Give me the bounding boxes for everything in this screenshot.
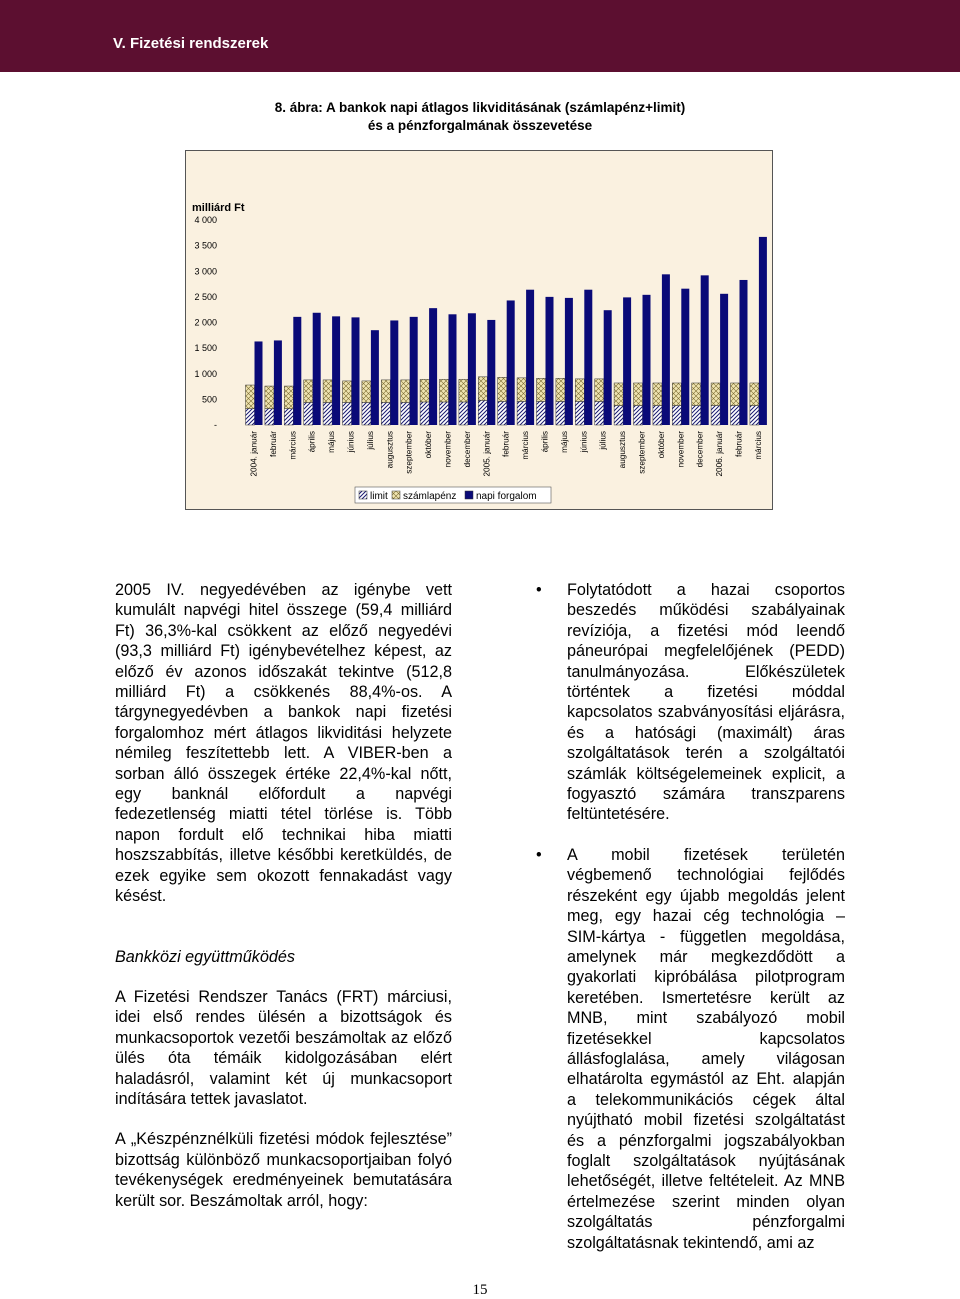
bar-szamlapenz bbox=[498, 377, 507, 401]
header-band bbox=[0, 0, 960, 72]
y-tick-label: 2 500 bbox=[194, 291, 217, 302]
bar-limit bbox=[575, 401, 584, 425]
legend-label: napi forgalom bbox=[476, 491, 537, 502]
bar-limit bbox=[517, 401, 526, 425]
bar-napi-forgalom bbox=[565, 298, 573, 425]
bar-napi-forgalom bbox=[293, 317, 301, 425]
bar-limit bbox=[381, 402, 390, 425]
y-tick-label: 4 000 bbox=[194, 215, 217, 225]
bar-napi-forgalom bbox=[274, 340, 282, 425]
bar-limit bbox=[750, 406, 759, 425]
bar-szamlapenz bbox=[246, 385, 255, 409]
bar-szamlapenz bbox=[634, 383, 643, 406]
bar-szamlapenz bbox=[284, 386, 293, 409]
bar-szamlapenz bbox=[692, 383, 701, 406]
y-tick-label: 1 500 bbox=[194, 343, 217, 354]
x-tick-label: szeptember bbox=[637, 431, 647, 474]
y-tick-label: - bbox=[214, 420, 217, 430]
bar-limit bbox=[711, 406, 720, 425]
chart-frame bbox=[185, 150, 773, 510]
bar-napi-forgalom bbox=[740, 280, 748, 425]
bar-napi-forgalom bbox=[701, 275, 709, 425]
bar-napi-forgalom bbox=[662, 274, 670, 425]
bar-napi-forgalom bbox=[468, 313, 476, 425]
bar-limit bbox=[323, 402, 332, 425]
bar-szamlapenz bbox=[575, 379, 584, 402]
bar-limit bbox=[265, 409, 274, 425]
bar-napi-forgalom bbox=[623, 297, 631, 425]
x-tick-label: december bbox=[462, 431, 472, 468]
y-tick-label: 1 000 bbox=[194, 368, 217, 379]
bar-limit bbox=[556, 401, 565, 425]
bar-napi-forgalom bbox=[390, 320, 398, 425]
bar-limit bbox=[362, 402, 371, 425]
x-tick-label: szeptember bbox=[404, 431, 414, 474]
bar-szamlapenz bbox=[750, 383, 759, 406]
bar-szamlapenz bbox=[362, 381, 371, 403]
bar-limit bbox=[284, 409, 293, 425]
bar-limit bbox=[401, 402, 410, 425]
bar-napi-forgalom bbox=[410, 317, 418, 425]
bullet-item-mobil-fizetesek bbox=[532, 845, 845, 1253]
legend-label: számlapénz bbox=[403, 491, 457, 502]
legend-swatch bbox=[465, 491, 473, 499]
bar-szamlapenz bbox=[595, 379, 604, 402]
bar-napi-forgalom bbox=[604, 310, 612, 425]
bar-limit bbox=[304, 402, 313, 425]
bar-szamlapenz bbox=[653, 383, 662, 406]
legend-swatch bbox=[359, 491, 367, 499]
figure-title-line1: 8. ábra: A bankok napi átlagos likviditásának (számlapénz+limit) bbox=[274, 100, 686, 115]
x-tick-label: november bbox=[443, 431, 453, 468]
bar-szamlapenz bbox=[731, 383, 740, 406]
y-tick-label: 3 500 bbox=[194, 240, 217, 251]
bar-limit bbox=[420, 402, 429, 425]
y-tick-label: 2 000 bbox=[194, 317, 217, 328]
x-tick-label: február bbox=[268, 431, 278, 457]
bar-szamlapenz bbox=[323, 380, 332, 403]
bar-napi-forgalom bbox=[546, 297, 554, 425]
x-tick-label: 2005. január bbox=[482, 431, 492, 477]
x-tick-label: 2006. január bbox=[715, 431, 725, 477]
bar-napi-forgalom bbox=[507, 300, 515, 425]
bar-limit bbox=[634, 406, 643, 425]
bar-szamlapenz bbox=[478, 377, 487, 401]
bar-napi-forgalom bbox=[352, 317, 360, 425]
bar-limit bbox=[672, 406, 681, 425]
bar-limit bbox=[692, 406, 701, 425]
x-tick-label: május bbox=[559, 431, 569, 453]
bar-napi-forgalom bbox=[643, 295, 651, 425]
bar-limit bbox=[478, 400, 487, 425]
bar-szamlapenz bbox=[711, 383, 720, 406]
bar-limit bbox=[246, 409, 255, 425]
bar-napi-forgalom bbox=[429, 308, 437, 425]
bar-limit bbox=[595, 401, 604, 425]
bar-szamlapenz bbox=[304, 380, 313, 403]
x-tick-label: június bbox=[346, 431, 356, 453]
bar-napi-forgalom bbox=[759, 237, 767, 425]
bar-szamlapenz bbox=[672, 383, 681, 406]
bar-napi-forgalom bbox=[720, 294, 728, 425]
bar-szamlapenz bbox=[459, 379, 468, 402]
x-tick-label: december bbox=[695, 431, 705, 468]
bar-napi-forgalom bbox=[449, 314, 457, 425]
bar-chart bbox=[186, 151, 772, 509]
x-tick-label: április bbox=[540, 431, 550, 453]
figure-title-line2: és a pénzforgalmának összevetése bbox=[367, 118, 593, 133]
bullet-icon: • bbox=[536, 845, 542, 864]
section-heading-bankkozi: Bankközi együttműködés bbox=[115, 947, 295, 966]
bar-limit bbox=[459, 402, 468, 425]
bar-limit bbox=[537, 401, 546, 425]
section-title: V. Fizetési rendszerek bbox=[113, 35, 269, 52]
x-tick-label: október bbox=[656, 431, 666, 459]
bar-szamlapenz bbox=[517, 378, 526, 402]
bar-napi-forgalom bbox=[371, 330, 379, 425]
x-tick-label: október bbox=[424, 431, 434, 459]
bar-limit bbox=[653, 406, 662, 425]
x-tick-label: február bbox=[734, 431, 744, 457]
bar-limit bbox=[440, 402, 449, 425]
x-tick-label: április bbox=[307, 431, 317, 453]
bar-szamlapenz bbox=[614, 383, 623, 406]
x-tick-label: augusztus bbox=[618, 431, 628, 469]
bar-napi-forgalom bbox=[313, 313, 321, 425]
x-tick-label: február bbox=[501, 431, 511, 457]
x-tick-label: március bbox=[521, 431, 531, 460]
bar-szamlapenz bbox=[401, 380, 410, 403]
bar-szamlapenz bbox=[343, 381, 352, 403]
bar-napi-forgalom bbox=[681, 289, 689, 425]
paragraph-keszpenznelkuli: A „Készpénznélküli fizetési módok fejlesztése” bizottság különböző munkacsoportjaiban folyó tevékenységek eredményeinek bemutatására került sor. Beszámoltak arról, hogy: bbox=[115, 1130, 452, 1210]
chart-legend bbox=[355, 487, 551, 503]
page-number: 15 bbox=[472, 1282, 488, 1298]
left-column bbox=[115, 580, 452, 1211]
bar-limit bbox=[731, 406, 740, 425]
bullet-text: Folytatódott a hazai csoportos beszedés működési szabályainak revíziója, a fizetési mód leendő páneurópai megfelelőjének (PEDD) tanulmányozása. Előkészületek történtek a fizetési móddal kapcsolatos szabványosítási eljárásra, és a hatósági (maximált) áras szolgáltatások terén a szolgáltatói számlák költségelemeinek explicit, a fogyasztó számára transzparens feltüntetésére. bbox=[567, 581, 845, 824]
x-tick-label: 2004. január bbox=[249, 431, 259, 477]
bullet-item-csoportos-beszedes bbox=[532, 580, 845, 825]
bar-napi-forgalom bbox=[332, 316, 340, 425]
legend-label: limit bbox=[370, 491, 388, 502]
y-tick-label: 500 bbox=[201, 394, 217, 405]
x-tick-label: november bbox=[676, 431, 686, 468]
bar-szamlapenz bbox=[556, 378, 565, 401]
x-tick-label: június bbox=[579, 431, 589, 453]
x-tick-label: május bbox=[327, 431, 337, 453]
bar-szamlapenz bbox=[420, 379, 429, 402]
x-tick-label: március bbox=[753, 431, 763, 460]
bar-szamlapenz bbox=[381, 380, 390, 403]
right-column bbox=[532, 580, 845, 1253]
paragraph-frt: A Fizetési Rendszer Tanács (FRT) márciusi, idei első rendes ülésén a bizottságok és munkacsoportok vezetői beszámoltak az előző ülés óta témáik kidolgozásában elért haladásról, valamint két új munkacsoport indítására tettek javaslatot. bbox=[115, 987, 452, 1108]
bar-limit bbox=[498, 401, 507, 425]
figure-title bbox=[200, 99, 760, 135]
bar-szamlapenz bbox=[440, 379, 449, 402]
bar-napi-forgalom bbox=[487, 320, 495, 425]
x-tick-label: március bbox=[288, 431, 298, 460]
bullet-icon: • bbox=[536, 581, 542, 599]
bar-szamlapenz bbox=[265, 386, 274, 409]
y-tick-label: 3 000 bbox=[194, 266, 217, 277]
x-tick-label: július bbox=[598, 431, 608, 450]
x-tick-label: július bbox=[365, 431, 375, 450]
x-tick-label: augusztus bbox=[385, 431, 395, 469]
bar-limit bbox=[343, 402, 352, 425]
paragraph-likviditas: 2005 IV. negyedévében az igénybe vett kumulált napvégi hitel összege (59,4 milliárd Ft) 36,3%-kal csökkent az előző negyedévi (93,3 milliárd Ft) igénybevételhez képest, az előző év azonos időszakát tekintve (512,8 milliárd Ft) a csökkenés 88,4%-os. A tárgynegyedévben a bankok napi fizetési forgalomhoz mért átlagos likviditási helyzete némileg feszítettebb lett. A VIBER-ben a sorban álló összegek értéke 22,4%-kal nőtt, egy banknál előfordult a napvégi fedezetlenség miatti tétel törlése is. Több napon fordult elő technikai hiba miatti hoszszabbítás, illetve későbbi keretküldés, de ezek egyike sem okozott fennakadást vagy késést. bbox=[115, 581, 452, 906]
bar-szamlapenz bbox=[537, 378, 546, 401]
bar-napi-forgalom bbox=[584, 290, 592, 425]
y-axis-label: milliárd Ft bbox=[192, 202, 245, 214]
bar-limit bbox=[614, 406, 623, 425]
bullet-text: A mobil fizetések területén végbemenő technológiai fejlődés részeként egy újabb megoldás jelent meg, egy hazai cég technológia – SIM-kártya - független megoldása, amelynek már megkezdődött a gyakorlati kipróbálása pilotprogram keretében. Ismertetésre került az MNB, mint szabályozó mobil fizetésekkel kapcsolatos állásfoglalása, amely világosan elhatárolta egymástól az Eht. alapján a telekommunikációs cégek által nyújtható mobil fizetési szolgáltatást és a pénzforgalmi jogszabályokban foglalt szolgáltatások nyújtásának lehetőségét, illetve feltételeit. Az MNB értelmezése szerint minden olyan szolgáltatás pénzforgalmi szolgáltatásnak tekintendő, ami az bbox=[567, 845, 845, 1252]
legend-swatch bbox=[392, 491, 400, 499]
bar-napi-forgalom bbox=[526, 290, 534, 425]
bar-napi-forgalom bbox=[255, 341, 263, 425]
